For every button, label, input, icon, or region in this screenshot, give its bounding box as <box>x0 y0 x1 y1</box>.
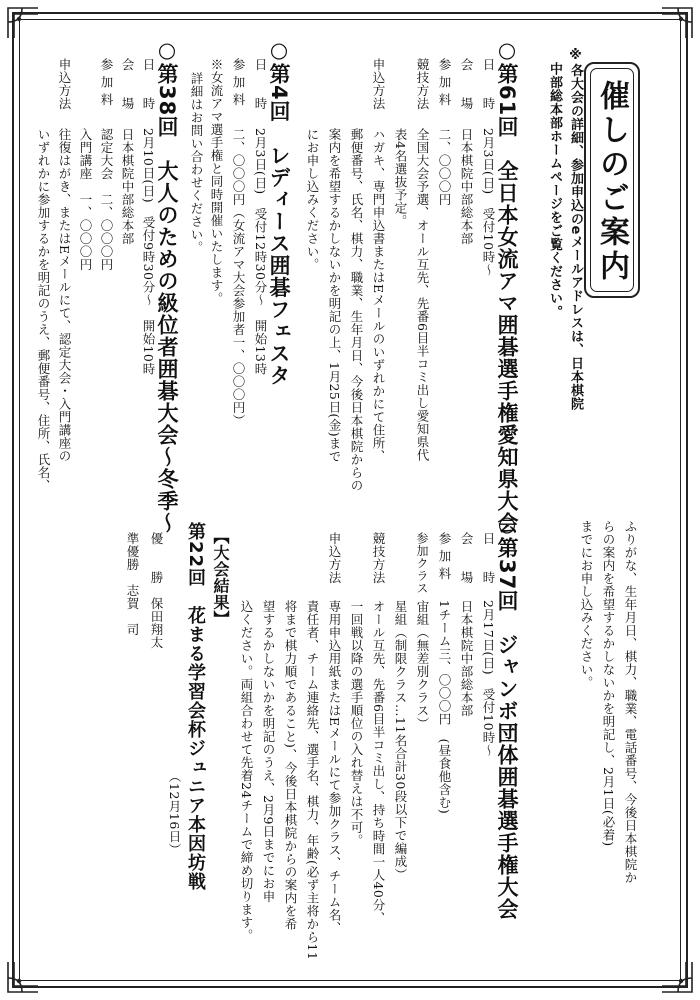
value-apply-cont: いずれかに参加するかを明記のうえ、郵便番号、住所、氏名、 <box>36 128 51 492</box>
corner-ornament-icon <box>6 6 40 40</box>
label-fee: 参 加 料 <box>437 532 452 580</box>
value-fee-cont: 入門講座 一、〇〇〇円 <box>78 128 93 271</box>
label-date: 日 時 <box>481 58 496 110</box>
value-date: 2月17日(日) 受付10時～ <box>481 600 496 758</box>
label-venue: 会 場 <box>459 58 474 110</box>
label-fee: 参 加 料 <box>437 58 452 106</box>
label-date: 日 時 <box>481 532 496 584</box>
value-apply-cont: にお申し込みください。 <box>305 128 320 271</box>
results-date: （12月16日） <box>167 770 182 856</box>
value-date: 2月3日(日) 受付10時～ <box>481 128 496 277</box>
label-apply: 申込方法 <box>327 532 342 584</box>
value-apply: 往復はがき、またはEメールにて、認定大会・入門講座の <box>57 128 72 463</box>
value-class: 宙組（無差別クラス） <box>415 600 430 730</box>
label-fee: 参 加 料 <box>99 58 114 106</box>
event-37-heading: ○第37回 ジャンボ団体囲碁選手権大会 <box>495 512 519 921</box>
event-4-heading: ○第4回 レディース囲碁フェスタ <box>267 38 291 387</box>
value-fee: 二、〇〇〇円（女流アマ大会参加者一、〇〇〇円） <box>231 128 246 427</box>
corner-ornament-icon <box>660 960 694 994</box>
results-runner-up: 準優勝 志賀 司 <box>125 532 140 636</box>
corner-ornament-icon <box>6 960 40 994</box>
label-apply: 申込方法 <box>371 58 386 110</box>
notice-line: ※各大会の詳細、参加申込のeメールアドレスは、日本棋院 <box>568 48 583 411</box>
page-title: 催しのご案内 <box>594 80 629 284</box>
value-venue: 日本棋院中部総本部 <box>459 600 474 717</box>
value-apply-cont: 責任者、チーム連絡先、選手名、棋力、年齢(必ず主将から11 <box>305 600 320 961</box>
notice-line: 中部総本部ホームページをご覧ください。 <box>547 62 562 319</box>
label-fee: 参 加 料 <box>231 58 246 106</box>
value-fee: 1チーム三、〇〇〇円 (昼食他含む) <box>437 600 452 815</box>
value-apply-cont: 案内を希望するかしないかを明記の上、1月25日(金)まで <box>327 128 342 464</box>
value-apply: ハガキ、専門申込書またはEメールのいずれかにて住所、 <box>371 128 386 463</box>
value-class-cont: 星組（制限クラス…11名合計30段以下で編成） <box>393 600 408 881</box>
event-61-heading: ○第61回 全日本女流アマ囲碁選手権愛知県大会 <box>495 38 519 535</box>
value-date: 2月3日(日) 受付12時30分～ 開始13時 <box>253 128 268 376</box>
event-4-note: ※女流アマ選手権と同時開催いたします。 <box>209 58 224 305</box>
label-date: 日 時 <box>141 58 156 110</box>
value-apply-cont: 将まで棋力順であること)、今後日本棋院からの案内を希 <box>283 600 298 931</box>
value-fee: 二、〇〇〇円 <box>437 128 452 206</box>
value-apply-cont: 望するかしないかを明記のうえ、2月9日までにお申 <box>261 600 276 903</box>
label-venue: 会 場 <box>459 532 474 584</box>
label-method: 競技方法 <box>371 532 386 584</box>
value-method-cont: 一回戦以降の選手順位の入れ替えは不可。 <box>349 600 364 847</box>
value-date: 2月10日(日) 受付9時30分～ 開始10時 <box>141 128 156 376</box>
value-fee: 認定大会 二、〇〇〇円 <box>99 128 114 271</box>
label-date: 日 時 <box>253 58 268 110</box>
value-apply-cont: 込ください。両組合わせて先着24チームで締め切ります。 <box>239 600 254 942</box>
label-class: 参加クラス <box>415 532 429 595</box>
value-apply: 専用申込用紙またはEメールにて参加クラス、チーム名、 <box>327 600 342 935</box>
corner-ornament-icon <box>660 6 694 40</box>
results-event: 第22回 花まる学習会杯ジュニア本因坊戦 <box>185 522 206 892</box>
value-venue: 日本棋院中部総本部 <box>120 128 135 245</box>
label-venue: 会 場 <box>120 58 135 110</box>
event-38-heading: ○第38回 大人のための級位者囲碁大会～冬季～ <box>155 38 179 535</box>
value-method: 全国大会予選、オール互先、先番6目半コミ出し愛知県代 <box>415 128 430 462</box>
continued-text: ふりがな、生年月日、棋力、職業、電話番号、今後日本棋院か <box>623 520 638 884</box>
value-method-cont: 表4名選抜予定。 <box>393 128 408 228</box>
value-method: オール互先、先番6目半コミ出し、持ち時間一人40分、 <box>371 600 386 925</box>
value-apply-cont: 郵便番号、氏名、棋力、職業、生年月日、今後日本棋院からの <box>349 128 364 492</box>
value-venue: 日本棋院中部総本部 <box>459 128 474 245</box>
results-winner: 優 勝 保田翔太 <box>149 532 164 649</box>
label-apply: 申込方法 <box>57 58 72 110</box>
results-heading: 【大会結果】 <box>211 528 230 627</box>
continued-text: らの案内を希望するかしないかを明記し、2月1日(必着) <box>601 520 616 847</box>
label-method: 競技方法 <box>415 58 430 110</box>
continued-text: までにお申し込みください。 <box>579 520 594 689</box>
event-4-note: 詳細はお問い合わせください。 <box>189 72 204 254</box>
